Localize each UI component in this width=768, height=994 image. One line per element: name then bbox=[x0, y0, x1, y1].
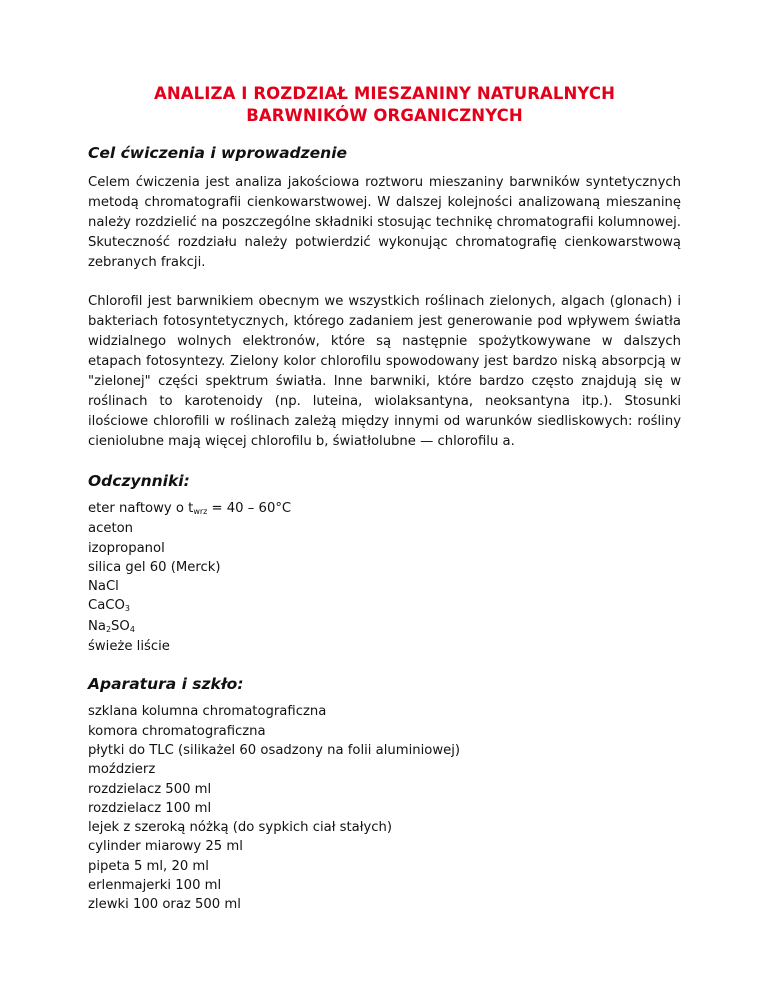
title-line-2: BARWNIKÓW ORGANICZNYCH bbox=[246, 106, 523, 125]
intro-paragraph-1: Celem ćwiczenia jest analiza jakościowa roztworu mieszaniny barwników syntetycznych metodą chromatografii cienkowarstwowej. W dalszej kolejności analizowaną mieszaninę należy rozdzielić na poszczególne składniki stosując technikę chromatografii kolumnowej. Skuteczność rozdziału należy potwierdzić wykonując chromatografię cienkowarstwową zebranych frakcji. bbox=[88, 175, 681, 270]
reagent-item: silica gel 60 (Merck) bbox=[88, 559, 221, 575]
reagent-item: eter naftowy o $t_{wrz} = 40 - 60^\circ C$ bbox=[88, 501, 292, 516]
reagent-item: świeże liście bbox=[88, 639, 170, 655]
equipment-item: pipeta 5 ml, 20 ml bbox=[88, 858, 209, 874]
reagent-item: NaCl bbox=[88, 579, 119, 595]
reagent-item: $Na_2SO_4$ bbox=[88, 618, 135, 634]
equipment-item: rozdzielacz 100 ml bbox=[88, 800, 212, 816]
equipment-item: erlenmajerki 100 ml bbox=[88, 878, 222, 894]
equipment-item: cylinder miarowy 25 ml bbox=[88, 839, 243, 855]
equipment-item: lejek z szeroką nóżką (do sypkich ciał stałych) bbox=[88, 820, 393, 836]
equipment-item: zlewki 100 oraz 500 ml bbox=[88, 897, 241, 913]
equipment-item: moździerz bbox=[88, 762, 156, 778]
title-line-1: ANALIZA I ROZDZIAŁ MIESZANINY NATURALNYCH bbox=[154, 84, 615, 103]
equipment-item: komora chromatograficzna bbox=[88, 723, 266, 739]
equipment-item: szklana kolumna chromatograficzna bbox=[88, 704, 327, 720]
document-page bbox=[88, 0, 681, 915]
equipment-item: płytki do TLC (silikażel 60 osadzony na folii aluminiowej) bbox=[88, 742, 461, 758]
document-title bbox=[88, 83, 681, 127]
reagent-item: CaCO$_3$ bbox=[88, 598, 130, 614]
reagents-list bbox=[88, 499, 681, 656]
intro-paragraph-2: Chlorofil jest barwnikiem obecnym we wszystkich roślinach zielonych, algach (glonach) i bakteriach fotosyntetycznych, którego zadaniem jest generowanie pod wpływem światła widzialnego wolnych elektronów, które są następnie spożytkowywane w dalszych etapach fotosyntezy. Zielony kolor chlorofilu spowodowany jest bardzo niską absorpcją w "zielonej" części spektrum światła. Inne barwniki, które bardzo często znajdują się w roślinach to karotenoidy (np. luteina, wiolaksantyna, neoksantyna itp.). Stosunki ilościowe chlorofili w roślinach zależą między innymi od warunków siedliskowych: rośliny cieniolubne mają więcej chlorofilu b, światłolubne — chlorofilu a. bbox=[88, 294, 681, 449]
section-heading-equipment: Aparatura i szkło: bbox=[88, 675, 244, 694]
section-heading-intro: Cel ćwiczenia i wprowadzenie bbox=[88, 144, 348, 162]
reagent-item: izopropanol bbox=[88, 540, 165, 556]
equipment-item: rozdzielacz 500 ml bbox=[88, 781, 212, 797]
section-heading-reagents: Odczynniki: bbox=[88, 472, 190, 490]
equipment-list bbox=[88, 702, 681, 914]
reagent-item: aceton bbox=[88, 521, 134, 537]
